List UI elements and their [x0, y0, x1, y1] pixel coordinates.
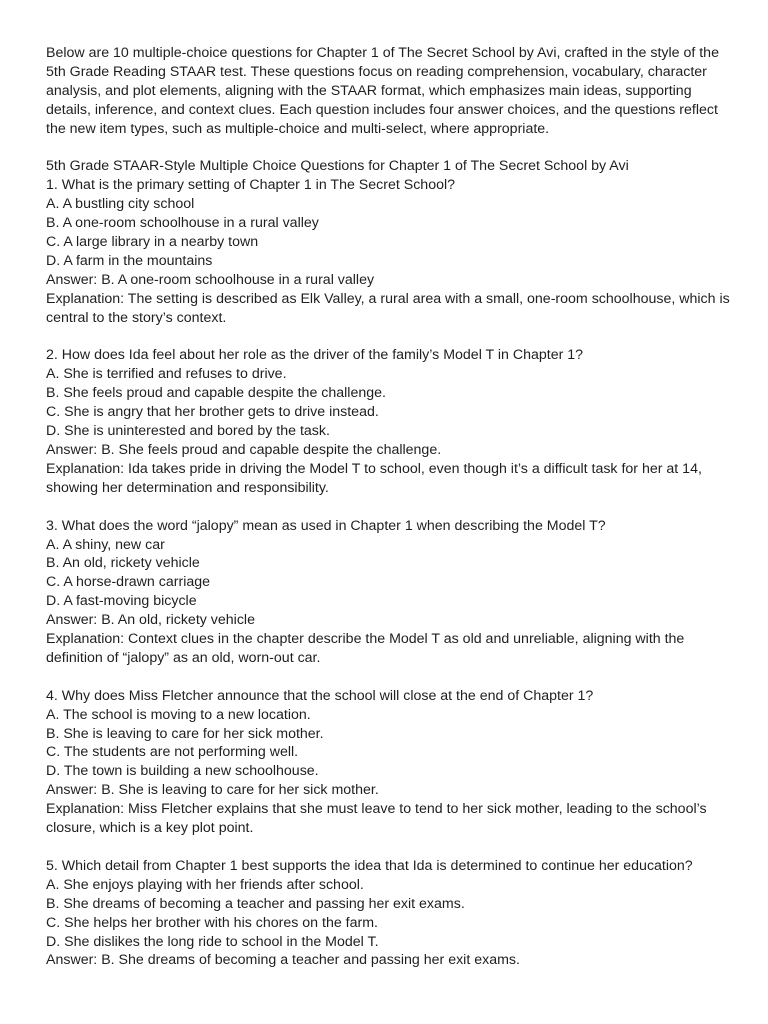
question-text: 1. What is the primary setting of Chapter 1 in The Secret School?	[46, 177, 456, 194]
answer-option: D. She is uninterested and bored by the task.	[46, 423, 330, 440]
answer-option: C. A horse-drawn carriage	[46, 574, 211, 591]
document-page	[46, 44, 736, 970]
answer-option: D. The town is building a new schoolhouse.	[46, 763, 319, 780]
correct-answer: Answer: B. She feels proud and capable despite the challenge.	[46, 442, 442, 458]
answer-option: C. She is angry that her brother gets to drive instead.	[46, 404, 379, 421]
answer-option: D. A fast-moving bicycle	[46, 593, 197, 610]
answer-option: A. She is terrified and refuses to drive.	[46, 366, 287, 383]
question-block-4	[46, 687, 736, 838]
answer-option: C. She helps her brother with his chores on the farm.	[46, 914, 378, 931]
explanation-text: Explanation: The setting is described as Elk Valley, a rural area with a small, one-room schoolhouse, which is central to the story’s context.	[46, 290, 730, 326]
answer-option: B. She is leaving to care for her sick mother.	[46, 725, 324, 742]
explanation-text: Explanation: Ida takes pride in driving the Model T to school, even though it’s a difficult task for her at 14, showing her determination and responsibility.	[46, 460, 702, 496]
answer-option: B. She feels proud and capable despite the challenge.	[46, 385, 386, 402]
explanation-text: Explanation: Miss Fletcher explains that she must leave to tend to her sick mother, leading to the school’s closure, which is a key plot point.	[46, 801, 707, 837]
question-block-5	[46, 857, 736, 970]
answer-option: A. A shiny, new car	[46, 536, 165, 553]
answer-option: A. The school is moving to a new location.	[46, 706, 311, 723]
correct-answer: Answer: B. An old, rickety vehicle	[46, 612, 255, 629]
question-text: 3. What does the word “jalopy” mean as used in Chapter 1 when describing the Model T?	[46, 517, 606, 534]
answer-option: A. She enjoys playing with her friends after school.	[46, 876, 364, 893]
question-text: 5. Which detail from Chapter 1 best supports the idea that Ida is determined to continue her education?	[46, 857, 693, 874]
answer-option: D. A farm in the mountains	[46, 252, 213, 269]
question-text: 2. How does Ida feel about her role as the driver of the family’s Model T in Chapter 1?	[46, 347, 584, 364]
answer-option: C. A large library in a nearby town	[46, 234, 259, 251]
answer-option: C. The students are not performing well.	[46, 744, 299, 761]
correct-answer: Answer: B. A one-room schoolhouse in a rural valley	[46, 271, 375, 288]
question-block-1	[46, 176, 736, 327]
document-heading: 5th Grade STAAR-Style Multiple Choice Questions for Chapter 1 of The Secret School by Avi	[46, 158, 629, 175]
question-block-3	[46, 517, 736, 668]
correct-answer: Answer: B. She dreams of becoming a teacher and passing her exit exams.	[46, 952, 520, 969]
answer-option: D. She dislikes the long ride to school in the Model T.	[46, 933, 379, 950]
intro-paragraph: Below are 10 multiple-choice questions for Chapter 1 of The Secret School by Avi, crafted in the style of the 5th Grade Reading STAAR test. These questions focus on reading comprehension, vocabulary, character analysis, and plot elements, aligning with the STAAR format, which emphasizes main ideas, supporting details, inference, and context clues. Each question includes four answer choices, and the questions reflect the new item types, such as multiple-choice and multi-select, where appropriate.	[46, 45, 719, 137]
correct-answer: Answer: B. She is leaving to care for her sick mother.	[46, 782, 379, 799]
answer-option: B. She dreams of becoming a teacher and passing her exit exams.	[46, 895, 465, 912]
question-block-2	[46, 346, 736, 497]
explanation-text: Explanation: Context clues in the chapter describe the Model T as old and unreliable, aligning with the definition of “jalopy” as an old, worn-out car.	[46, 631, 685, 666]
answer-option: B. A one-room schoolhouse in a rural valley	[46, 215, 319, 232]
question-text: 4. Why does Miss Fletcher announce that the school will close at the end of Chapter 1?	[46, 687, 594, 704]
answer-option: B. An old, rickety vehicle	[46, 555, 200, 572]
answer-option: A. A bustling city school	[46, 196, 195, 213]
